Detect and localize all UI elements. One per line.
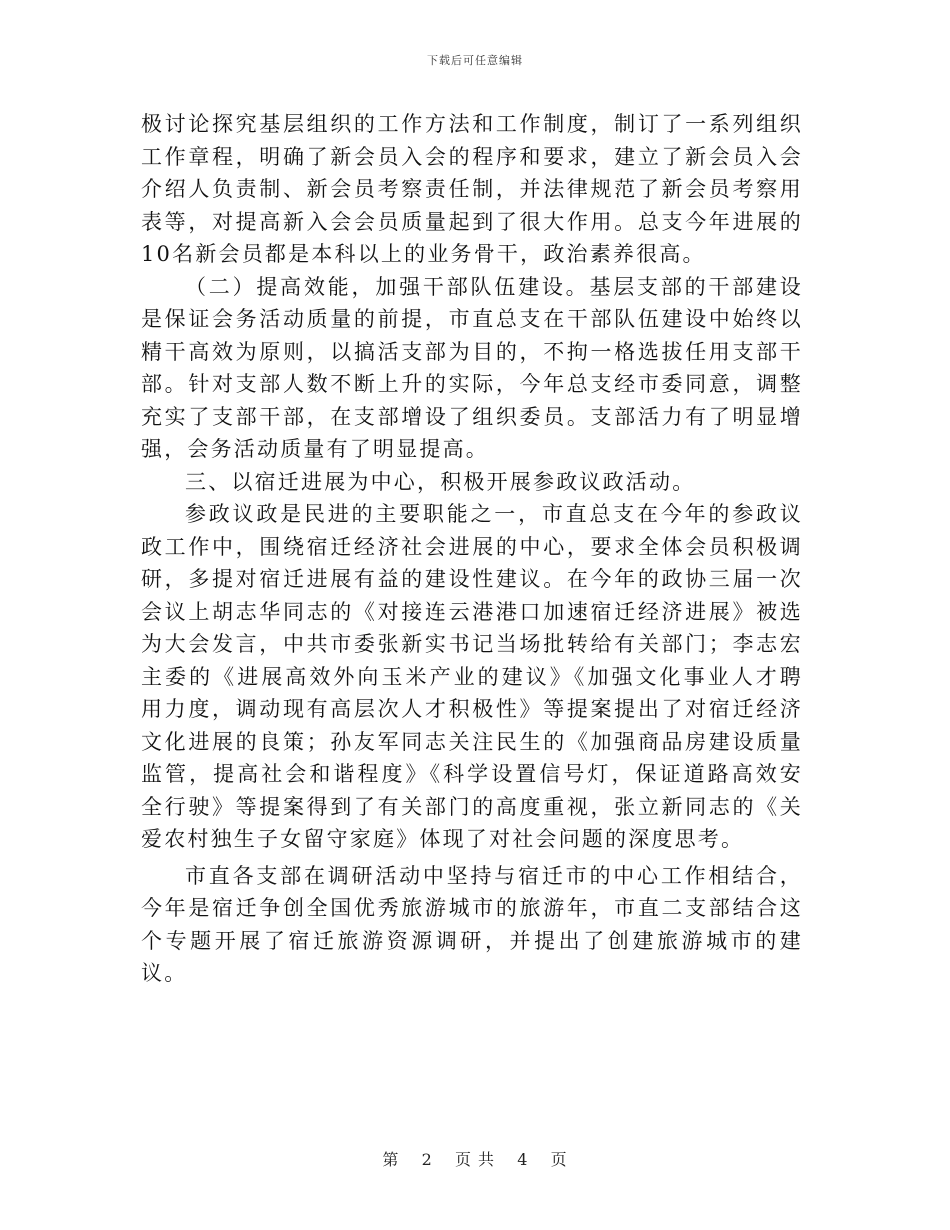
paragraph-research: 市直各支部在调研活动中坚持与宿迁市的中心工作相结合，今年是宿迁争创全国优秀旅游城市的旅游年，市直二支部结合这个专题开展了宿迁旅游资源调研，并提出了创建旅游城市的建议。 bbox=[141, 863, 803, 985]
document-body bbox=[141, 108, 803, 990]
footer-prefix: 第 bbox=[382, 1150, 400, 1169]
footer-mid: 页 共 bbox=[454, 1150, 496, 1169]
page-footer bbox=[0, 1147, 950, 1170]
footer-total-pages: 4 bbox=[517, 1150, 529, 1169]
footer-suffix: 页 bbox=[550, 1150, 568, 1169]
footer-page-number: 2 bbox=[421, 1150, 433, 1169]
section-heading-three: 三、以宿迁进展为中心，积极开展参政议政活动。 bbox=[185, 469, 696, 494]
paragraph-section-two: （二）提高效能，加强干部队伍建设。基层支部的干部建设是保证会务活动质量的前提，市直总支在干部队伍建设中始终以精干高效为原则，以搞活支部为目的，不拘一格选拔任用支部干部。针对支部人数不断上升的实际，今年总支经市委同意，调整充实了支部干部，在支部增设了组织委员。支部活力有了明显增强，会务活动质量有了明显提高。 bbox=[141, 274, 803, 461]
page-header: 下载后可任意编辑 bbox=[427, 54, 523, 67]
paragraph-continued: 极讨论探究基层组织的工作方法和工作制度，制订了一系列组织工作章程，明确了新会员入会的程序和要求，建立了新会员入会介绍人负责制、新会员考察责任制，并法律规范了新会员考察用表等，对提高新入会会员质量起到了很大作用。总支今年进展的10名新会员都是本科以上的业务骨干，政治素养很高。 bbox=[141, 112, 803, 266]
paragraph-participation: 参政议政是民进的主要职能之一，市直总支在今年的参政议政工作中，围绕宿迁经济社会进展的中心，要求全体会员积极调研，多提对宿迁进展有益的建设性建议。在今年的政协三届一次会议上胡志华同志的《对接连云港港口加速宿迁经济进展》被选为大会发言，中共市委张新实书记当场批转给有关部门；李志宏主委的《进展高效外向玉米产业的建议》《加强文化事业人才聘用力度，调动现有高层次人才积极性》等提案提出了对宿迁经济文化进展的良策；孙友军同志关注民生的《加强商品房建设质量监管，提高社会和谐程度》《科学设置信号灯，保证道路高效安全行驶》等提案得到了有关部门的高度重视，张立新同志的《关爱农村独生子女留守家庭》体现了对社会问题的深度思考。 bbox=[141, 502, 803, 851]
